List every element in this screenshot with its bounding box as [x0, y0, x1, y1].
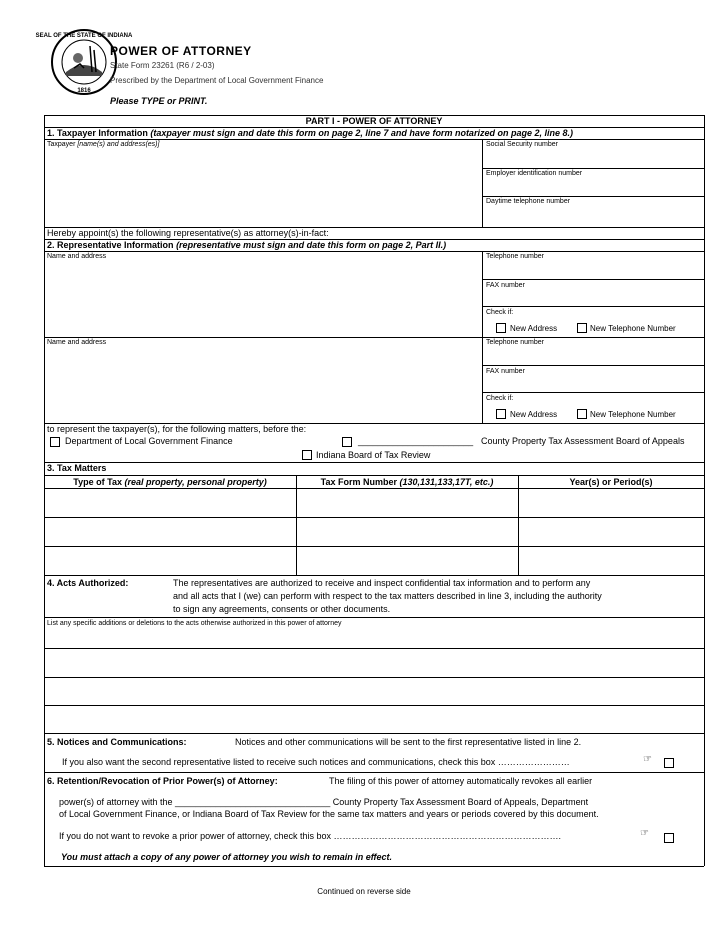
sec2-heading: 2. Representative Information (representative must sign and date this form on page 2, Part II.) [47, 240, 447, 250]
rep2-new-address-checkbox[interactable] [496, 409, 506, 419]
notices-check-text: If you also want the second representative listed to receive such notices and communications, check this box …………………… [62, 757, 570, 767]
revocation-text-1: The filing of this power of attorney automatically revokes all earlier [329, 776, 593, 786]
attach-copy-note: You must attach a copy of any power of attorney you wish to remain in effect. [61, 852, 393, 862]
pointing-hand-icon: ☞ [643, 754, 652, 765]
seal-text: SEAL OF THE STATE OF INDIANA [35, 33, 133, 39]
form-number: State Form 23261 (R6 / 2-03) [110, 61, 215, 70]
ibtr-checkbox[interactable] [302, 450, 312, 460]
notices-second-rep-checkbox[interactable] [664, 758, 674, 768]
taxpayer-field[interactable] [45, 151, 480, 225]
rep1-new-phone-checkbox[interactable] [577, 323, 587, 333]
acts-line-2: and all acts that I (we) can perform with respect to the tax matters described in line 3, including the authority [173, 591, 602, 601]
years-periods-header: Year(s) or Period(s) [569, 477, 653, 487]
form-title: POWER OF ATTORNEY [110, 44, 252, 58]
rep2-new-address-label: New Address [510, 410, 558, 419]
sec3-heading: 3. Tax Matters [47, 463, 107, 473]
rep1-check-label: Check if: [486, 309, 514, 316]
acts-list-line-2[interactable] [45, 649, 703, 676]
ibtr-label: Indiana Board of Tax Review [316, 450, 431, 460]
rep2-check-label: Check if: [486, 395, 514, 402]
revocation-text-3: of Local Government Finance, or Indiana Board of Tax Review for the same tax matters and years or periods covered by this document. [59, 809, 599, 819]
dlgf-checkbox[interactable] [50, 437, 60, 447]
ptaboa-checkbox[interactable] [342, 437, 352, 447]
prescribed-by: Prescribed by the Department of Local Government Finance [110, 76, 324, 85]
acts-list-label: List any specific additions or deletions to the acts otherwise authorized in this power of attorney [47, 620, 342, 627]
sec4-heading: 4. Acts Authorized: [47, 578, 129, 588]
taxpayer-label: Taxpayer [name(s) and address(es)] [47, 141, 160, 148]
pointing-hand-icon: ☞ [640, 828, 649, 839]
rep1-phone-label: Telephone number [486, 253, 544, 260]
tax-matters-row-3[interactable] [45, 547, 703, 574]
acts-line-3: to sign any agreements, consents or other documents. [173, 604, 391, 614]
sec5-heading: 5. Notices and Communications: [47, 737, 187, 747]
rep2-new-phone-checkbox[interactable] [577, 409, 587, 419]
seal-year: 1816 [77, 88, 91, 94]
rep1-fax-label: FAX number [486, 282, 525, 289]
rep2-new-phone-label: New Telephone Number [590, 410, 676, 419]
rep2-name-label: Name and address [47, 339, 107, 346]
tax-matters-row-1[interactable] [45, 489, 703, 516]
ssn-label: Social Security number [486, 141, 558, 148]
notices-text: Notices and other communications will be sent to the first representative listed in line 2. [235, 737, 582, 747]
appoint-text: Hereby appoint(s) the following representative(s) as attorney(s)-in-fact: [47, 228, 329, 238]
rep2-phone-label: Telephone number [486, 339, 544, 346]
dlgf-label: Department of Local Government Finance [65, 436, 233, 446]
tax-form-number-header: Tax Form Number (130,131,133,17T, etc.) [320, 477, 494, 487]
type-or-print: Please TYPE or PRINT. [110, 96, 208, 106]
rep2-fax-label: FAX number [486, 368, 525, 375]
represent-text: to represent the taxpayer(s), for the following matters, before the: [47, 424, 307, 434]
acts-list-line-3[interactable] [45, 678, 703, 704]
part1-title: PART I - POWER OF ATTORNEY [305, 116, 443, 126]
rep1-new-address-label: New Address [510, 324, 558, 333]
rep1-new-phone-label: New Telephone Number [590, 324, 676, 333]
continued-note: Continued on reverse side [317, 887, 411, 896]
rep1-new-address-checkbox[interactable] [496, 323, 506, 333]
daytime-phone-label: Daytime telephone number [486, 198, 571, 205]
acts-list-line-1[interactable] [45, 630, 703, 647]
acts-line-1: The representatives are authorized to receive and inspect confidential tax information and to perform any [173, 578, 591, 588]
ptaboa-county-blank[interactable]: _______________________ [358, 436, 474, 446]
sec1-heading: 1. Taxpayer Information (taxpayer must sign and date this form on page 2, line 7 and have form notarized on page 2, line 8.) [47, 128, 573, 138]
tax-matters-row-2[interactable] [45, 518, 703, 545]
type-of-tax-header: Type of Tax (real property, personal property) [73, 477, 267, 487]
revocation-check-text: If you do not want to revoke a prior power of attorney, check this box …………………………………………………………………. [59, 831, 561, 841]
rep1-name-field[interactable] [45, 263, 480, 335]
ein-label: Employer identification number [486, 170, 583, 177]
state-seal [35, 28, 133, 96]
rep2-name-field[interactable] [45, 349, 480, 421]
ptaboa-label: County Property Tax Assessment Board of Appeals [481, 436, 685, 446]
no-revoke-checkbox[interactable] [664, 833, 674, 843]
revocation-text-2: power(s) of attorney with the _______________________________ County Property Tax Assessment Board of Appeals, Department [59, 797, 589, 807]
rep1-name-label: Name and address [47, 253, 107, 260]
sec6-heading: 6. Retention/Revocation of Prior Power(s) of Attorney: [47, 776, 278, 786]
acts-list-line-4[interactable] [45, 706, 703, 732]
